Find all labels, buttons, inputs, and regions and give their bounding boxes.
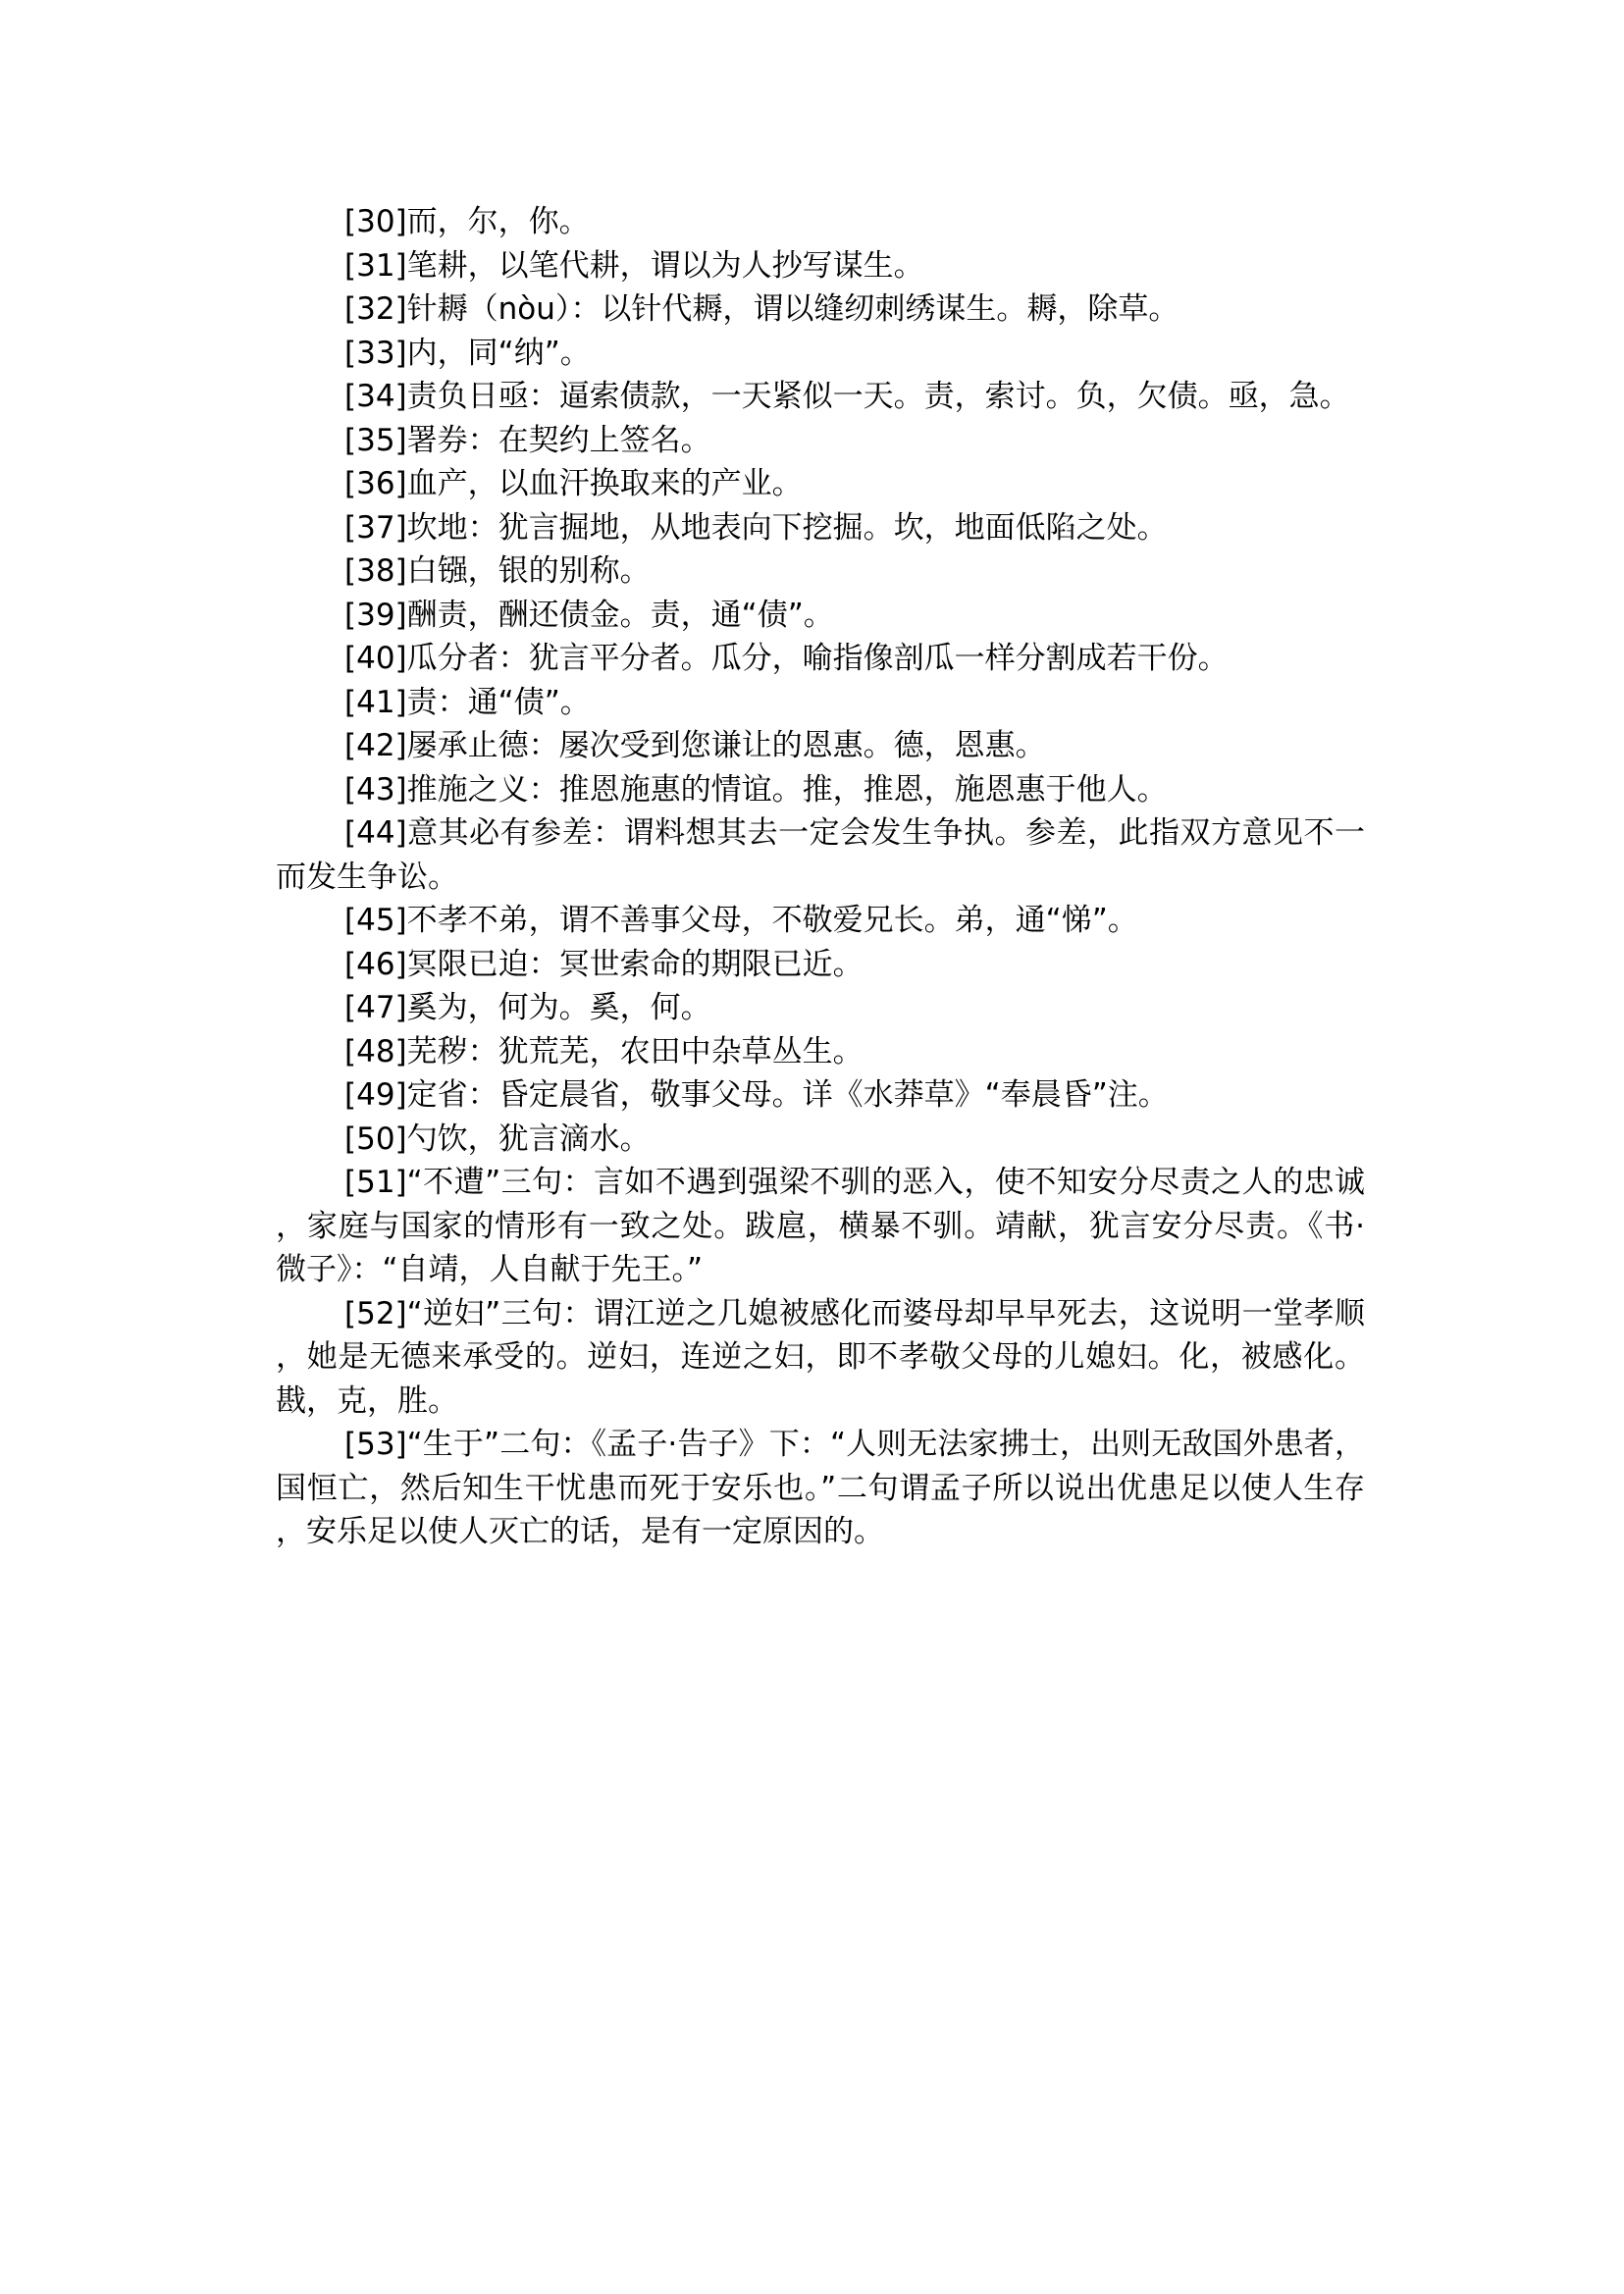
- note-44: [44]意其必有参差：谓料想其去一定会发生争执。参差，此指双方意见不一而发生争讼。: [276, 815, 1365, 895]
- note-43: [43]推施之义：推恩施惠的情谊。推，推恩，施恩惠于他人。: [344, 771, 1168, 808]
- annotation-list: [276, 200, 1365, 1554]
- note-39: [39]酬责，酬还债金。责，通“债”。: [344, 597, 834, 633]
- note-34: [34]责负日亟：逼索债款，一天紧似一天。责，索讨。负，欠债。亟，急。: [344, 379, 1350, 414]
- note-35: [35]署券：在契约上签名。: [344, 422, 711, 458]
- note-30: [30]而，尔，你。: [344, 204, 590, 239]
- note-36: [36]血产，以血汗换取来的产业。: [344, 466, 803, 501]
- note-46: [46]冥限已迫：冥世索命的期限已近。: [344, 946, 864, 982]
- note-41: [41]责：通“债”。: [344, 684, 591, 720]
- note-40: [40]瓜分者：犹言平分者。瓜分，喻指像剖瓜一样分割成若干份。: [344, 641, 1229, 676]
- note-51: [51]“不遭”三句：言如不遇到强梁不驯的恶入，使不知安分尽责之人的忠诚，家庭与国家的情形有一致之处。跋扈，横暴不驯。靖献，犹言安分尽责。《书·微子》：“自靖，人自献于先王。”: [276, 1165, 1365, 1287]
- note-45: [45]不孝不弟，谓不善事父母，不敬爱兄长。弟，通“悌”。: [344, 903, 1138, 938]
- note-31: [31]笔耕，以笔代耕，谓以为人抄写谋生。: [344, 247, 924, 284]
- note-38: [38]白镪，银的别称。: [344, 553, 651, 589]
- note-37: [37]坎地：犹言掘地，从地表向下挖掘。坎，地面低陷之处。: [344, 509, 1168, 546]
- note-49: [49]定省：昏定晨省，敬事父母。详《水莽草》“奉晨昏”注。: [344, 1077, 1169, 1113]
- note-53: [53]“生于”二句：《孟子·告子》下：“人则无法家拂士，出则无敌国外患者，国恒亡，然后知生干忧患而死于安乐也。”二句谓孟子所以说出优患足以使人生存，安乐足以使人灭亡的话，是有一定原因的。: [276, 1427, 1365, 1549]
- note-52: [52]“逆妇”三句：谓江逆之几媳被感化而婆母却早早死去，这说明一堂孝顺，她是无德来承受的。逆妇，连逆之妇，即不孝敬父母的儿媳妇。化，被感化。戡，克，胜。: [276, 1295, 1365, 1419]
- note-42: [42]屡承止德：屡次受到您谦让的恩惠。德，恩惠。: [344, 728, 1046, 763]
- note-47: [47]奚为，何为。奚，何。: [344, 990, 711, 1025]
- note-48: [48]芜秽：犹荒芜，农田中杂草丛生。: [344, 1033, 864, 1069]
- note-50: [50]勺饮，犹言滴水。: [344, 1121, 651, 1157]
- note-33: [33]内，同“纳”。: [344, 335, 591, 371]
- note-32: [32]针耨（nòu）：以针代耨，谓以缝纫刺绣谋生。耨，除草。: [344, 291, 1179, 327]
